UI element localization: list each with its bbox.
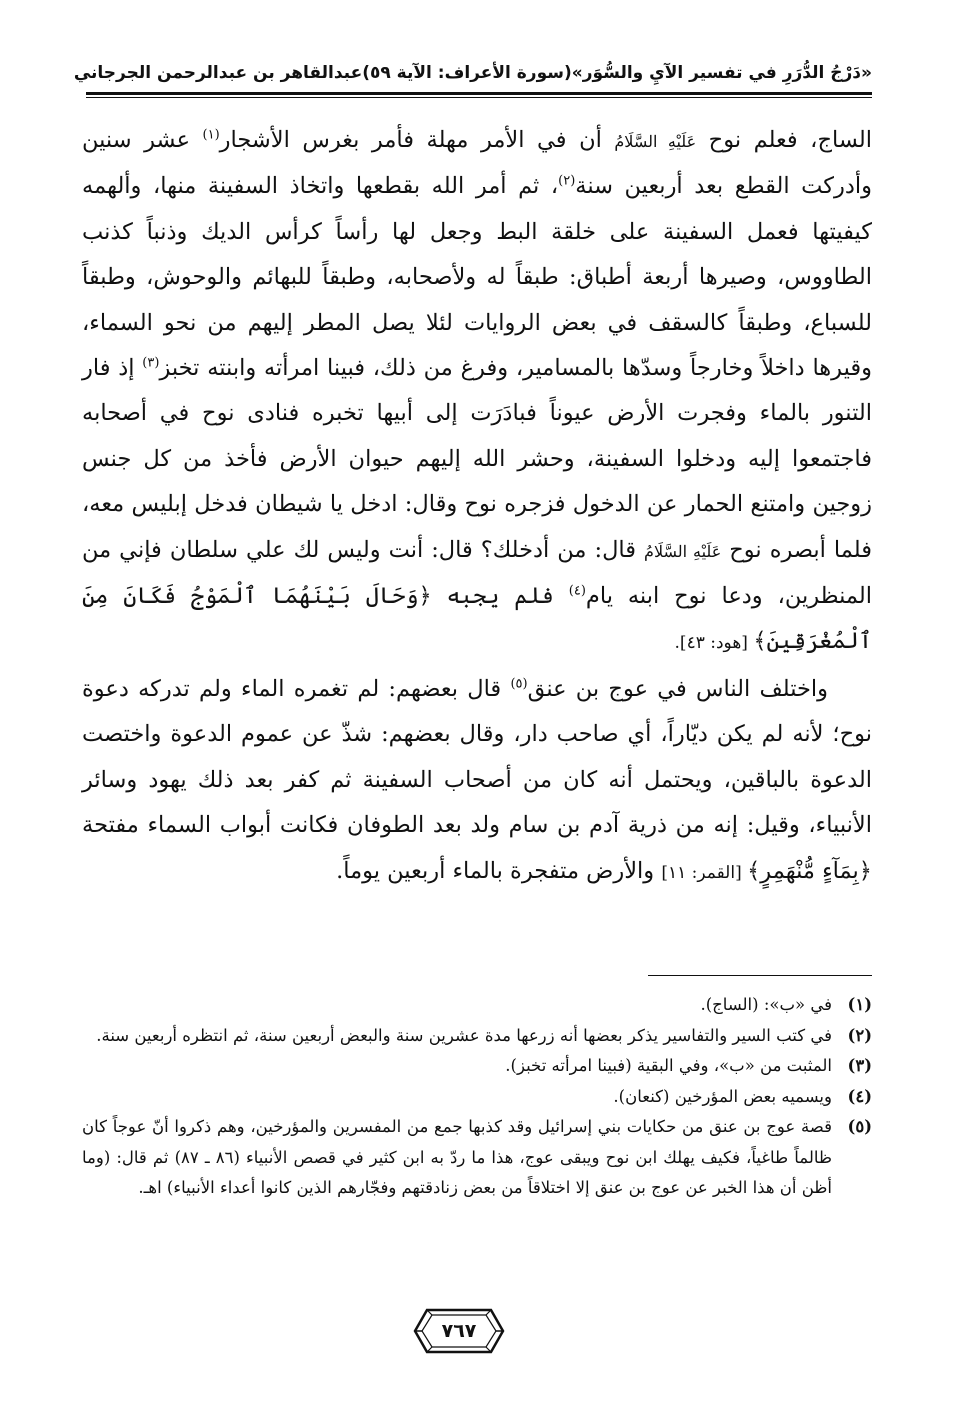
text-run: واختلف الناس في عوج بن عنق	[527, 675, 829, 702]
footnote	[82, 1021, 872, 1052]
text-run: ، ثم أمر الله بقطعها واتخاذ السفينة منها، وألهمه كيفيتها فعمل السفينة على خلقة البط وجعل لها رأساً كرأس الديك وذنباً كذنب الطاووس، وصيرها أربعة أطباق: طبقاً له ولأصحابه، وطبقاً للبهائم والوحوش، وطبقاً للسباع، وطبقاً كالسقف في بعض الروايات لئلا يصل المطر إليهم من نحو السماء، وقيرها داخلاً وخارجاً وسدّها بالمسامير، وفرغ من ذلك، فبينا امرأته وابنته تخبز	[82, 173, 872, 382]
footnote-number: (٥)	[847, 1117, 872, 1136]
footnote-text: المثبت من «ب»، وفي البقية (فبينا امرأته تخبز).	[505, 1056, 832, 1075]
footnote	[82, 990, 872, 1021]
footnote	[82, 1051, 872, 1082]
honorific: عَلَيْهِ السَّلَامُ	[614, 132, 697, 151]
footnote-separator	[648, 975, 872, 976]
footnote-ref-3: (٣)	[142, 355, 160, 371]
header-rule	[86, 92, 872, 95]
text-run: أن في الأمر مهلة فأمر بغرس الأشجار	[219, 127, 615, 153]
header-rule-thin	[86, 97, 872, 98]
footnote-number: (١)	[847, 995, 872, 1014]
footnote-ref-2: (٢)	[558, 173, 576, 189]
footnote-ref-4: (٤)	[568, 583, 586, 599]
author-name: عبدالقاهر بن عبدالرحمن الجرجاني	[73, 63, 363, 83]
text-run: الساج، فعلم نوح	[696, 127, 872, 153]
surah-reference: (سورة الأعراف: الآية ٥٩)	[362, 63, 572, 83]
paragraph-1	[82, 118, 872, 667]
page-number-ornament	[413, 1306, 505, 1356]
honorific: عَلَيْهِ السَّلَامُ	[644, 541, 722, 561]
footnote-text: في كتب السير والتفاسير يذكر بعضها أنه زرعها مدة عشرين سنة والبعض أربعين سنة، ثم انتظره أربعين سنة.	[96, 1025, 832, 1045]
footnote-text: ويسميه بعض المؤرخين (كنعان).	[613, 1086, 832, 1106]
text-run: إذ فار التنور بالماء وفجرت الأرض عيوناً فبادَرَت إلى أبيها تخبره فنادى نوح في أصحابه فاجتمعوا إليه ودخلوا السفينة، وحشر الله إليهم حيوان الأرض فأخذ من كل جنس زوجين وامتنع الحمار عن الدخول فزجره نوح وقال: ادخل يا شيطان فدخل إبليس معه، فلما أبصره نوح	[82, 355, 872, 563]
paragraph-2	[82, 667, 872, 896]
footnote-number: (٣)	[847, 1056, 872, 1075]
footnote-ref-5: (٥)	[510, 676, 528, 692]
quran-verse-2: ﴿بِمَآءٍ مُّنْهَمِرٍ﴾	[747, 857, 872, 884]
text-run: والأرض متفجرة بالماء أربعين يوماً.	[336, 857, 662, 884]
verse-citation-2: [القمر: ١١]	[661, 862, 748, 883]
footnote	[82, 1112, 872, 1204]
footnote-text: قصة عوج بن عنق من حكايات بني إسرائيل وقد كذبها جمع من المفسرين والمؤرخين، وهم ذكروا أنّ عوجاً كان ظالماً طاغياً، فكيف يهلك ابن نوح ويبقى عوج، هذا ما ردّ به ابن كثير في قصص الأنبياء (٨٦ ـ ٨٧) ثم قال: (وما أظن أن هذا الخبر عن عوج بن عنق إلا اختلاقاً من بعض زنادقتهم وفجّارهم الذين كانوا أعداء الأنبياء) اهـ.	[82, 1117, 833, 1197]
footnote-text: في «ب»: (الساج).	[700, 995, 832, 1014]
footnote	[82, 1082, 872, 1113]
running-header	[73, 55, 872, 91]
text-run: عشر سنين وأدركت القطع بعد أربعين سنة	[82, 127, 872, 200]
footnote-ref-1: (١)	[202, 127, 220, 143]
quran-verse-1: ﴿وَحَالَ بَيْنَهُمَا ٱلْمَوْجُ فَكَانَ مِنَ ٱلْمُغْرَقِينَ﴾	[82, 583, 872, 655]
text-run: فلم يجبه	[431, 583, 569, 610]
page-number: ٧٦٧	[441, 1320, 477, 1342]
main-text	[82, 118, 872, 896]
book-title: «دَرْجُ الدُّرَرِ في تفسير الآيِ والسُّوَر»	[571, 63, 872, 83]
footnotes	[82, 990, 872, 1204]
text-run: قال: من أدخلك؟ قال: أنت وليس لك علي سلطان فإني من المنظرين، ودعا نوح ابنه يام	[82, 536, 872, 610]
text-run: قال بعضهم: لم تغمره الماء ولم تدركه دعوة نوح؛ لأنه لم يكن ديّاراً، أي صاحب دار، وقال بعضهم: شذّ عن عموم الدعوة واختصت الدعوة بالباقين، ويحتمل أنه كان من أصحاب السفينة ثم كفر بعد ذلك يهود وسائر الأنبياء، وقيل: إنه من ذرية آدم بن سام ولد بعد الطوفان فكانت أبواب السماء مفتحة	[82, 675, 872, 839]
verse-citation-1: [هود: ٤٣].	[674, 633, 754, 654]
footnote-number: (٢)	[847, 1025, 872, 1045]
footnote-number: (٤)	[847, 1086, 872, 1106]
